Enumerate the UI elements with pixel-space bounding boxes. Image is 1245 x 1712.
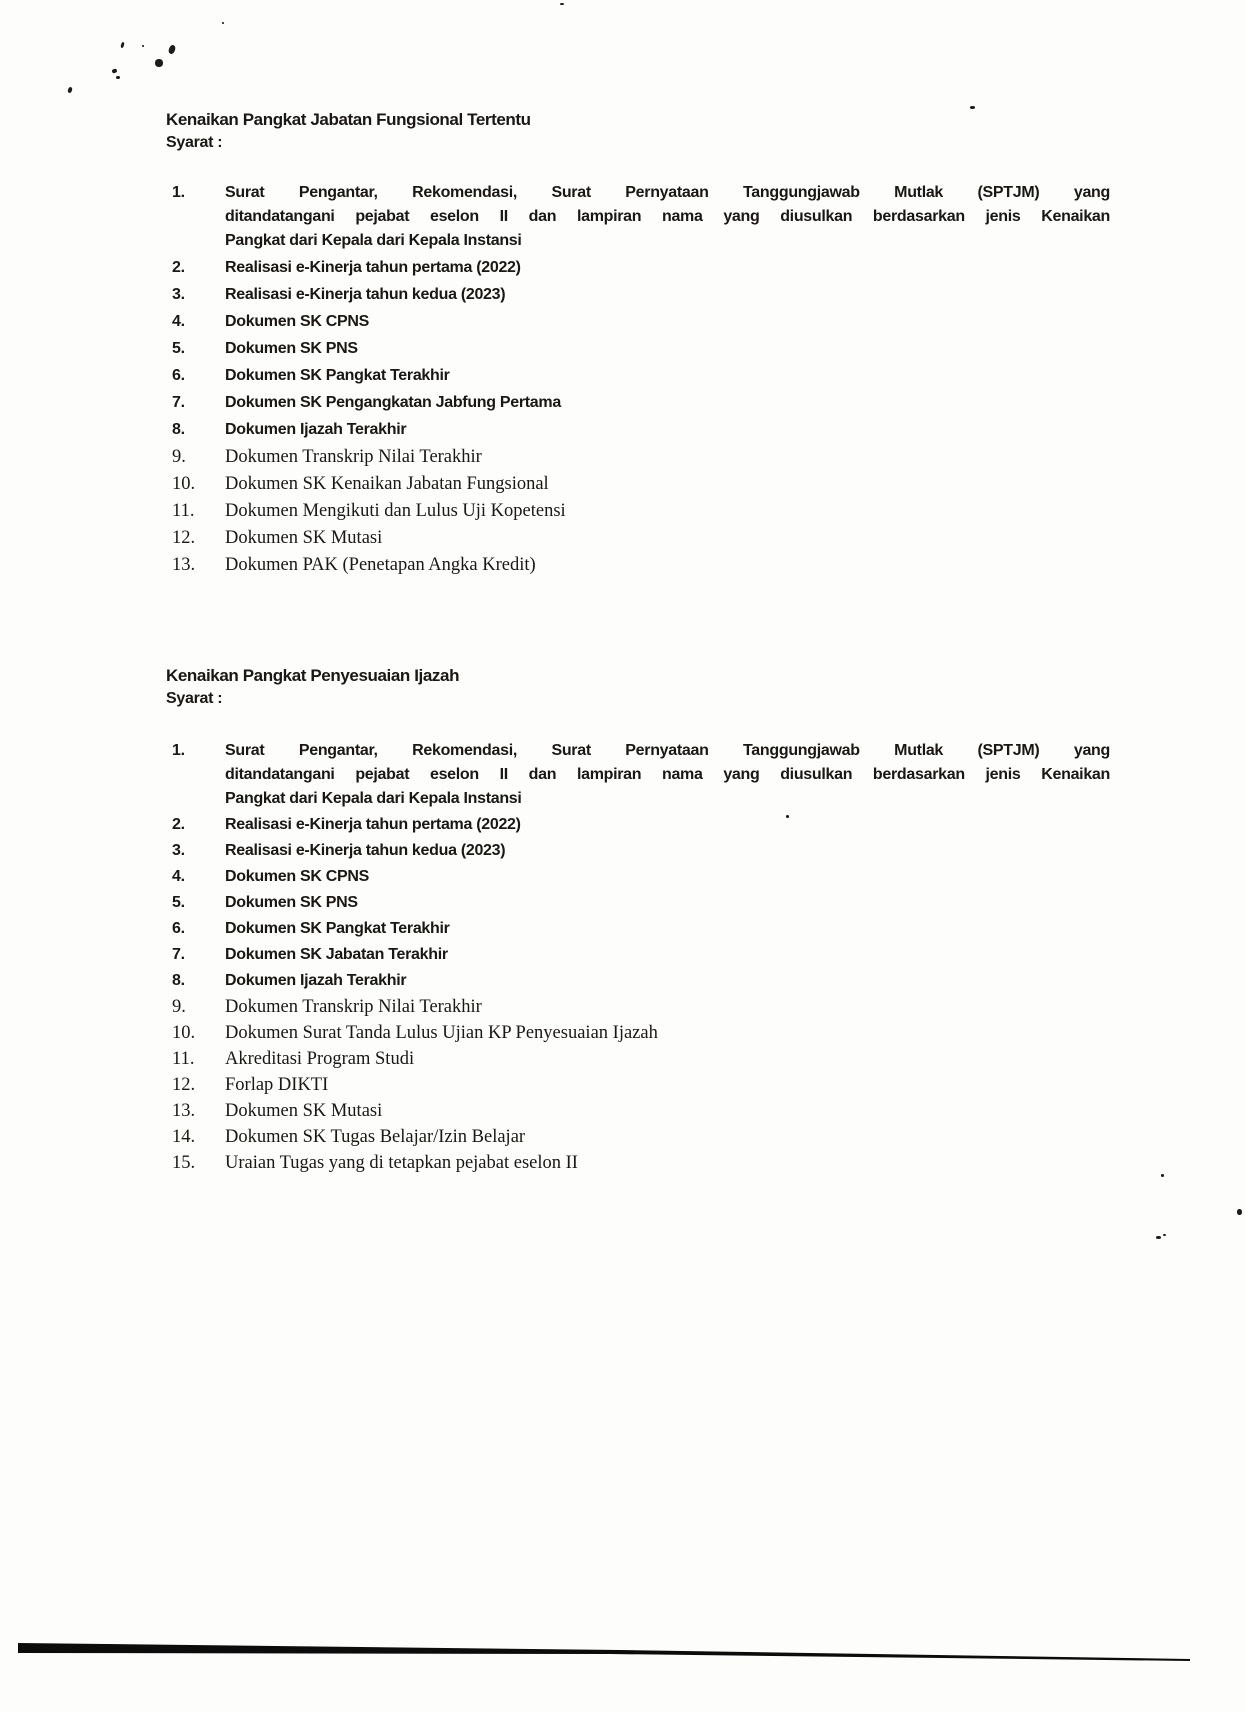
requirements-list bbox=[166, 181, 1110, 577]
item-number: 12. bbox=[172, 1075, 196, 1095]
item-text: Dokumen SK Pangkat Terakhir bbox=[225, 920, 450, 937]
item-text: Akreditasi Program Studi bbox=[225, 1049, 415, 1069]
item-text: Realisasi e-Kinerja tahun pertama (2022) bbox=[225, 816, 521, 833]
ink-speck bbox=[1156, 1236, 1161, 1239]
requirement-item bbox=[166, 891, 1110, 915]
item-number: 8. bbox=[172, 972, 185, 989]
requirement-item bbox=[166, 865, 1110, 889]
item-number: 13. bbox=[172, 1101, 196, 1121]
ink-speck bbox=[1161, 1174, 1164, 1177]
item-text: Dokumen SK Mutasi bbox=[225, 1101, 383, 1121]
requirement-item bbox=[166, 1125, 1110, 1149]
item-number: 7. bbox=[172, 946, 185, 963]
item-number: 4. bbox=[172, 868, 185, 885]
section-subtitle: Syarat : bbox=[166, 690, 223, 707]
requirement-item bbox=[166, 256, 1110, 280]
item-text: Dokumen Transkrip Nilai Terakhir bbox=[225, 997, 482, 1017]
ink-speck bbox=[168, 44, 177, 55]
section-title: Kenaikan Pangkat Jabatan Fungsional Tertentu bbox=[166, 110, 531, 129]
item-text: Dokumen SK CPNS bbox=[225, 868, 369, 885]
item-number: 15. bbox=[172, 1153, 196, 1173]
requirement-item bbox=[166, 418, 1110, 442]
section-kenaikan-pangkat-penyesuaian-ijazah bbox=[166, 664, 1110, 1177]
ink-speck bbox=[560, 3, 564, 5]
section-subtitle: Syarat : bbox=[166, 134, 223, 151]
requirement-item bbox=[166, 472, 1110, 496]
requirement-item bbox=[166, 1073, 1110, 1097]
item-number: 12. bbox=[172, 528, 196, 548]
item-text: Dokumen Mengikuti dan Lulus Uji Kopetensi bbox=[225, 501, 566, 521]
requirement-item bbox=[166, 310, 1110, 334]
requirement-item bbox=[166, 739, 1110, 811]
item-text: Dokumen SK Mutasi bbox=[225, 528, 383, 548]
item-number: 10. bbox=[172, 1023, 196, 1043]
item-number: 11. bbox=[172, 1049, 195, 1069]
item-number: 5. bbox=[172, 340, 185, 357]
item-text: Dokumen SK Kenaikan Jabatan Fungsional bbox=[225, 474, 549, 494]
item-text: Dokumen SK PNS bbox=[225, 894, 358, 911]
requirement-item bbox=[166, 337, 1110, 361]
item-text: Dokumen Transkrip Nilai Terakhir bbox=[225, 447, 482, 467]
item-number: 3. bbox=[172, 286, 185, 303]
requirement-item bbox=[166, 391, 1110, 415]
item-number: 11. bbox=[172, 501, 195, 521]
item-text: Uraian Tugas yang di tetapkan pejabat eselon II bbox=[225, 1153, 578, 1173]
item-text: Forlap DIKTI bbox=[225, 1075, 329, 1095]
requirement-item bbox=[166, 445, 1110, 469]
requirement-item bbox=[166, 839, 1110, 863]
item-number: 4. bbox=[172, 313, 185, 330]
item-text: Dokumen SK Pangkat Terakhir bbox=[225, 367, 450, 384]
section-kenaikan-pangkat-jabatan-fungsional bbox=[166, 108, 1110, 580]
item-number: 10. bbox=[172, 474, 196, 494]
ink-speck bbox=[222, 22, 224, 24]
item-text: Dokumen SK Tugas Belajar/Izin Belajar bbox=[225, 1127, 526, 1147]
ink-speck bbox=[116, 76, 120, 79]
item-number: 8. bbox=[172, 421, 185, 438]
requirement-item bbox=[166, 917, 1110, 941]
item-text: Dokumen Ijazah Terakhir bbox=[225, 421, 407, 438]
requirement-item bbox=[166, 1047, 1110, 1071]
item-number: 14. bbox=[172, 1127, 196, 1147]
ink-speck bbox=[111, 68, 117, 74]
item-text: Realisasi e-Kinerja tahun kedua (2023) bbox=[225, 842, 506, 859]
requirements-list bbox=[166, 739, 1110, 1175]
item-number: 6. bbox=[172, 920, 185, 937]
item-text: Realisasi e-Kinerja tahun pertama (2022) bbox=[225, 259, 521, 276]
requirement-item bbox=[166, 526, 1110, 550]
item-text: Surat Pengantar, Rekomendasi, Surat Pernyataan Tanggungjawab Mutlak (SPTJM) yang ditandatangani pejabat eselon II dan lampiran nama yang diusulkan berdasarkan jenis Kenaikan Pangkat dari Kepala dari Kepala Instansi bbox=[225, 184, 1110, 249]
item-number: 1. bbox=[172, 742, 185, 759]
item-text: Dokumen Surat Tanda Lulus Ujian KP Penyesuaian Ijazah bbox=[225, 1023, 658, 1043]
item-text: Dokumen PAK (Penetapan Angka Kredit) bbox=[225, 555, 536, 575]
item-number: 3. bbox=[172, 842, 185, 859]
item-text: Realisasi e-Kinerja tahun kedua (2023) bbox=[225, 286, 506, 303]
requirement-item bbox=[166, 995, 1110, 1019]
scan-artifact-bar bbox=[0, 1628, 1245, 1688]
item-text: Dokumen SK Pengangkatan Jabfung Pertama bbox=[225, 394, 561, 411]
ink-speck bbox=[1163, 1234, 1166, 1236]
item-number: 9. bbox=[172, 447, 186, 467]
item-number: 1. bbox=[172, 184, 185, 201]
item-number: 9. bbox=[172, 997, 186, 1017]
item-number: 13. bbox=[172, 555, 196, 575]
section-title: Kenaikan Pangkat Penyesuaian Ijazah bbox=[166, 666, 460, 685]
requirement-item bbox=[166, 943, 1110, 967]
requirement-item bbox=[166, 364, 1110, 388]
requirement-item bbox=[166, 813, 1110, 837]
requirement-item bbox=[166, 1099, 1110, 1123]
item-number: 5. bbox=[172, 894, 185, 911]
item-number: 2. bbox=[172, 259, 185, 276]
item-text: Dokumen SK PNS bbox=[225, 340, 358, 357]
item-text: Dokumen SK CPNS bbox=[225, 313, 369, 330]
item-number: 2. bbox=[172, 816, 185, 833]
requirement-item bbox=[166, 499, 1110, 523]
ink-speck bbox=[142, 45, 144, 47]
item-text: Dokumen Ijazah Terakhir bbox=[225, 972, 407, 989]
requirement-item bbox=[166, 283, 1110, 307]
requirement-item bbox=[166, 1021, 1110, 1045]
ink-speck bbox=[155, 59, 163, 67]
item-number: 6. bbox=[172, 367, 185, 384]
item-number: 7. bbox=[172, 394, 185, 411]
ink-speck bbox=[1237, 1209, 1242, 1215]
requirement-item bbox=[166, 181, 1110, 253]
requirement-item bbox=[166, 969, 1110, 993]
requirement-item bbox=[166, 1151, 1110, 1175]
item-text: Surat Pengantar, Rekomendasi, Surat Pernyataan Tanggungjawab Mutlak (SPTJM) yang ditandatangani pejabat eselon II dan lampiran nama yang diusulkan berdasarkan jenis Kenaikan Pangkat dari Kepala dari Kepala Instansi bbox=[225, 742, 1110, 807]
ink-speck bbox=[120, 42, 124, 49]
ink-speck bbox=[67, 87, 73, 94]
requirement-item bbox=[166, 553, 1110, 577]
item-text: Dokumen SK Jabatan Terakhir bbox=[225, 946, 448, 963]
